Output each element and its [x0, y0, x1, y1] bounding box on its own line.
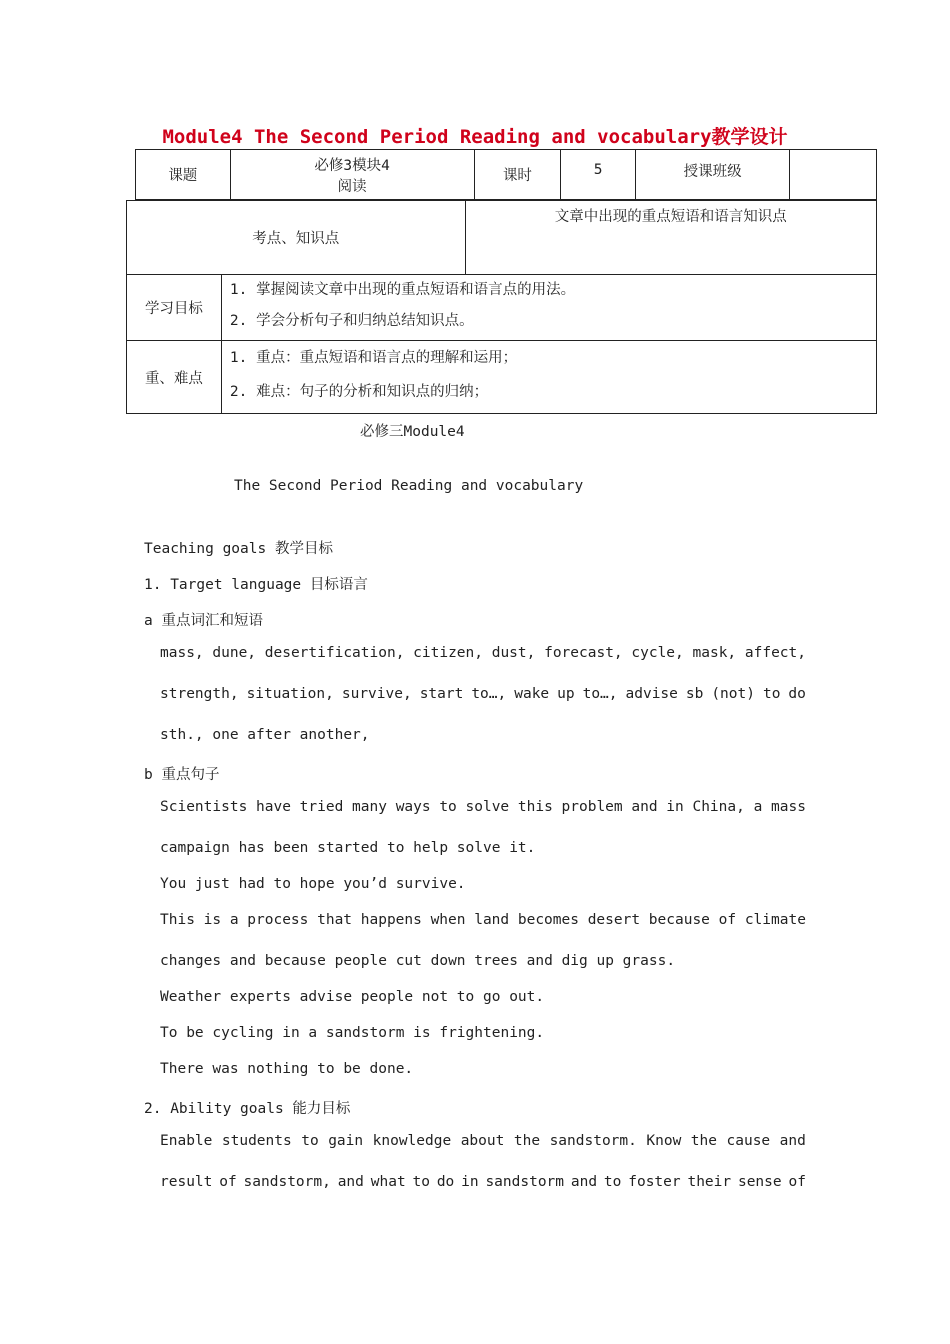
vocab-line-1: [160, 645, 806, 661]
sentence-word: in: [666, 799, 684, 815]
class-value: [790, 150, 877, 200]
goals-label: 学习目标: [127, 275, 222, 341]
teaching-goals-heading: Teaching goals 教学目标: [144, 541, 333, 557]
vocab-word: to: [762, 686, 781, 702]
period-value: 5: [561, 150, 636, 200]
subtitle-module: 必修三Module4: [360, 424, 465, 440]
ability-word: about: [460, 1133, 505, 1149]
sentence-word: of: [718, 912, 737, 928]
ability-goals-heading: 2. Ability goals 能力目标: [144, 1101, 351, 1117]
key-label: 重、难点: [127, 341, 222, 414]
target-language-heading: 1. Target language 目标语言: [144, 577, 368, 593]
vocab-word: forecast,: [544, 645, 623, 661]
sentence-word: many: [352, 799, 387, 815]
vocab-word: mask,: [692, 645, 737, 661]
sentence-word: This: [160, 912, 195, 928]
sentence-word: ways: [395, 799, 431, 815]
sentence-word: mass: [771, 799, 806, 815]
vocab-word: advise: [625, 686, 678, 702]
course-label: 课题: [136, 150, 231, 200]
goal-item: 1. 掌握阅读文章中出现的重点短语和语言点的用法。: [229, 282, 576, 298]
sentence-word: happens: [360, 912, 422, 928]
sentence-word: problem: [561, 799, 623, 815]
ability-line-2: [160, 1174, 806, 1190]
vocab-line-3: sth., one after another,: [160, 727, 370, 743]
vocab-word: desertification,: [264, 645, 405, 661]
ability-word: in: [461, 1174, 479, 1190]
vocab-word: strength,: [160, 686, 239, 702]
sentence-word: and: [631, 799, 658, 815]
class-label: 授课班级: [635, 150, 789, 200]
key-point-item: 1. 重点：重点短语和语言点的理解和运用；: [229, 350, 518, 366]
goals-cell: [221, 275, 876, 341]
sentence-6: There was nothing to be done.: [160, 1061, 414, 1077]
sentence-word: Scientists: [160, 799, 248, 815]
vocab-heading: a 重点词汇和短语: [144, 613, 263, 629]
vocab-word: sb: [685, 686, 704, 702]
ability-word: foster: [628, 1174, 681, 1190]
ability-word: result: [160, 1174, 213, 1190]
vocab-word: to…,: [582, 686, 618, 702]
sentence-word: have: [256, 799, 291, 815]
ability-word: and: [570, 1174, 598, 1190]
ability-word: students: [221, 1133, 292, 1149]
ability-line-1: [160, 1133, 806, 1149]
vocab-word: wake: [514, 686, 550, 702]
sentence-heading: b 重点句子: [144, 767, 220, 783]
ability-word: do: [436, 1174, 455, 1190]
subtitle-period: The Second Period Reading and vocabulary: [234, 478, 584, 494]
ability-word: sense: [737, 1174, 782, 1190]
sentence-word: land: [474, 912, 510, 928]
sentence-5: To be cycling in a sandstorm is frightening.: [160, 1025, 545, 1041]
ability-word: to: [412, 1174, 430, 1190]
course-value-line2: 阅读: [337, 178, 367, 195]
ability-word: and: [779, 1133, 806, 1149]
sentence-3-line-1: [160, 912, 806, 928]
ability-word: knowledge: [372, 1133, 452, 1149]
vocab-word: (not): [711, 686, 755, 702]
ability-word: of: [219, 1174, 237, 1190]
vocab-word: mass,: [160, 645, 204, 661]
ability-word: what: [370, 1174, 406, 1190]
goals-table: [126, 274, 877, 414]
ability-word: sandstorm.: [549, 1133, 637, 1149]
points-value: 文章中出现的重点短语和语言知识点: [465, 201, 876, 275]
ability-word: Know: [646, 1133, 682, 1149]
ability-word: sandstorm,: [243, 1174, 331, 1190]
sentence-word: a: [229, 912, 239, 928]
sentence-word: a: [753, 799, 763, 815]
info-table: [126, 200, 877, 275]
sentence-2: You just had to hope you’d survive.: [160, 876, 466, 892]
sentence-word: climate: [744, 912, 806, 928]
ability-word: the: [513, 1133, 541, 1149]
key-point-item: 2. 难点：句子的分析和知识点的归纳；: [229, 384, 489, 400]
vocab-word: start: [419, 686, 464, 702]
ability-word: and: [337, 1174, 364, 1190]
sentence-word: desert: [587, 912, 641, 928]
vocab-word: up: [557, 686, 575, 702]
points-label: 考点、知识点: [127, 201, 466, 275]
goal-item: 2. 学会分析句子和归纳总结知识点。: [229, 313, 474, 329]
sentence-word: because: [648, 912, 710, 928]
vocab-word: do: [788, 686, 806, 702]
ability-word: their: [687, 1174, 732, 1190]
vocab-line-2: [160, 686, 806, 702]
course-value: [230, 150, 474, 200]
sentence-1-line-2: campaign has been started to help solve it.: [160, 840, 536, 856]
sentence-word: to: [439, 799, 457, 815]
sentence-word: process: [247, 912, 309, 928]
header-table: [135, 149, 877, 200]
ability-word: of: [788, 1174, 806, 1190]
vocab-word: to…,: [471, 686, 507, 702]
ability-word: cause: [726, 1133, 771, 1149]
sentence-word: tried: [299, 799, 344, 815]
ability-word: the: [690, 1133, 717, 1149]
ability-word: gain: [328, 1133, 364, 1149]
document-title: Module4 The Second Period Reading and vocabulary教学设计: [162, 126, 788, 148]
sentence-3-line-2: changes and because people cut down trees and dig up grass.: [160, 953, 676, 969]
sentence-word: solve: [465, 799, 510, 815]
course-value-line1: 必修3模块4: [314, 157, 390, 174]
period-label: 课时: [474, 150, 561, 200]
vocab-word: dust,: [491, 645, 536, 661]
sentence-word: this: [517, 799, 553, 815]
vocab-word: affect,: [744, 645, 806, 661]
ability-word: to: [301, 1133, 319, 1149]
sentence-word: China,: [692, 799, 745, 815]
sentence-1-line-1: [160, 799, 806, 815]
vocab-word: survive,: [341, 686, 412, 702]
sentence-4: Weather experts advise people not to go out.: [160, 989, 545, 1005]
vocab-word: cycle,: [631, 645, 684, 661]
sentence-word: is: [203, 912, 222, 928]
ability-word: to: [603, 1174, 622, 1190]
key-cell: [221, 341, 876, 414]
ability-word: sandstorm: [485, 1174, 565, 1190]
sentence-word: when: [430, 912, 466, 928]
vocab-word: situation,: [246, 686, 334, 702]
sentence-word: that: [317, 912, 353, 928]
ability-word: Enable: [160, 1133, 213, 1149]
vocab-word: citizen,: [413, 645, 483, 661]
sentence-word: becomes: [517, 912, 579, 928]
vocab-word: dune,: [212, 645, 257, 661]
